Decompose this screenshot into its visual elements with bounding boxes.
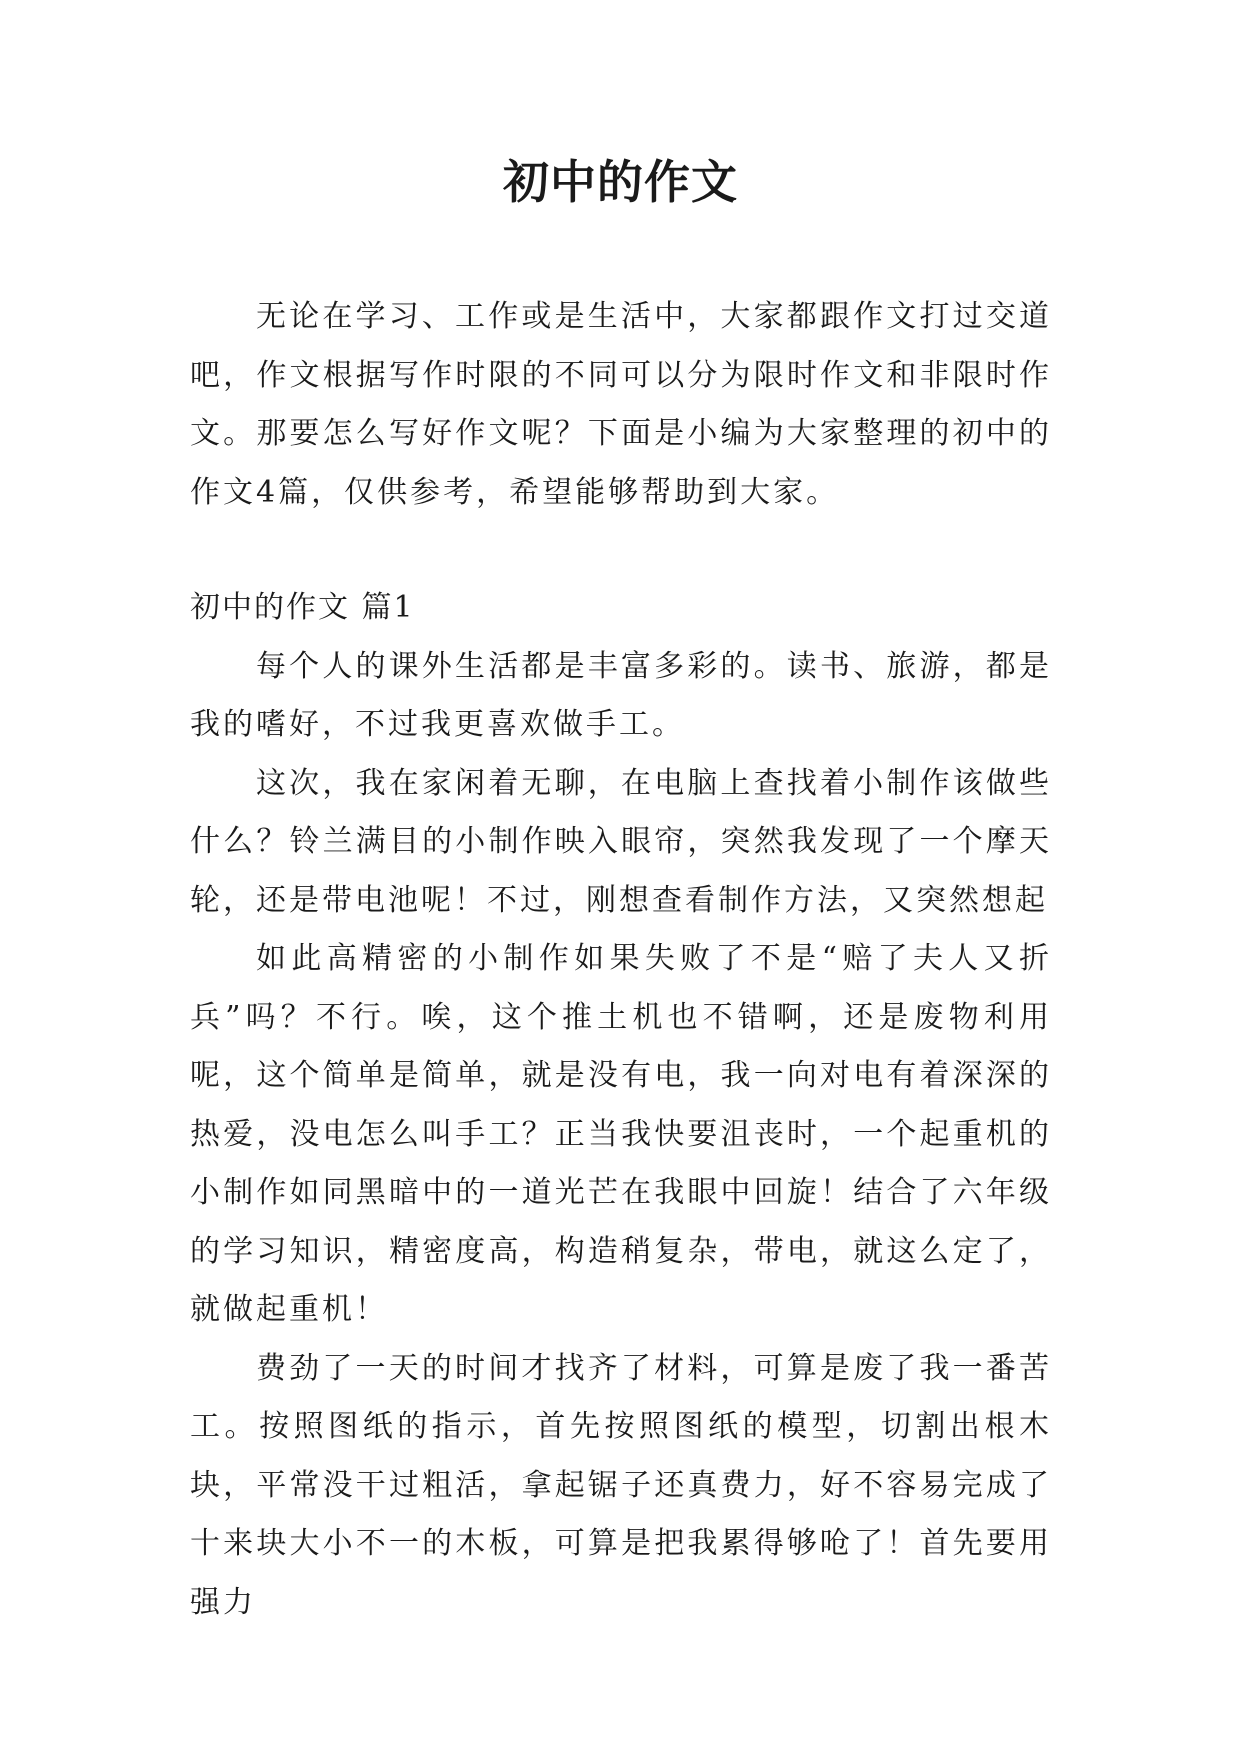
intro-paragraph: 无论在学习、工作或是生活中，大家都跟作文打过交道吧，作文根据写作时限的不同可以分为限时作文和非限时作文。那要怎么写好作文呢？下面是小编为大家整理的初中的作文4篇，仅供参考，希望能够帮助到大家。 [190,299,1052,510]
document-body [190,288,1052,1632]
body-paragraph: 费劲了一天的时间才找齐了材料，可算是废了我一番苦工。按照图纸的指示，首先按照图纸的模型，切割出根木块，平常没干过粗活，拿起锯子还真费力，好不容易完成了十来块大小不一的木板，可算是把我累得够呛了！首先要用强力 [190,1350,1052,1620]
section-heading: 初中的作文 篇1 [190,590,415,625]
page-title: 初中的作文 [503,155,738,209]
body-paragraph: 每个人的课外生活都是丰富多彩的。读书、旅游，都是我的嗜好，不过我更喜欢做手工。 [190,648,1052,742]
spacer [190,522,1052,579]
body-paragraph: 如此高精密的小制作如果失败了不是“赔了夫人又折兵”吗？不行。唉，这个推土机也不错啊，还是废物利用呢，这个简单是简单，就是没有电，我一向对电有着深深的热爱，没电怎么叫手工？正当我快要沮丧时，一个起重机的小制作如同黑暗中的一道光芒在我眼中回旋！结合了六年级的学习知识，精密度高，构造稍复杂，带电，就这么定了，就做起重机！ [190,941,1052,1327]
body-paragraph: 这次，我在家闲着无聊，在电脑上查找着小制作该做些什么？铃兰满目的小制作映入眼帘，突然我发现了一个摩天轮，还是带电池呢！不过，刚想查看制作方法，又突然想起 [190,765,1052,918]
